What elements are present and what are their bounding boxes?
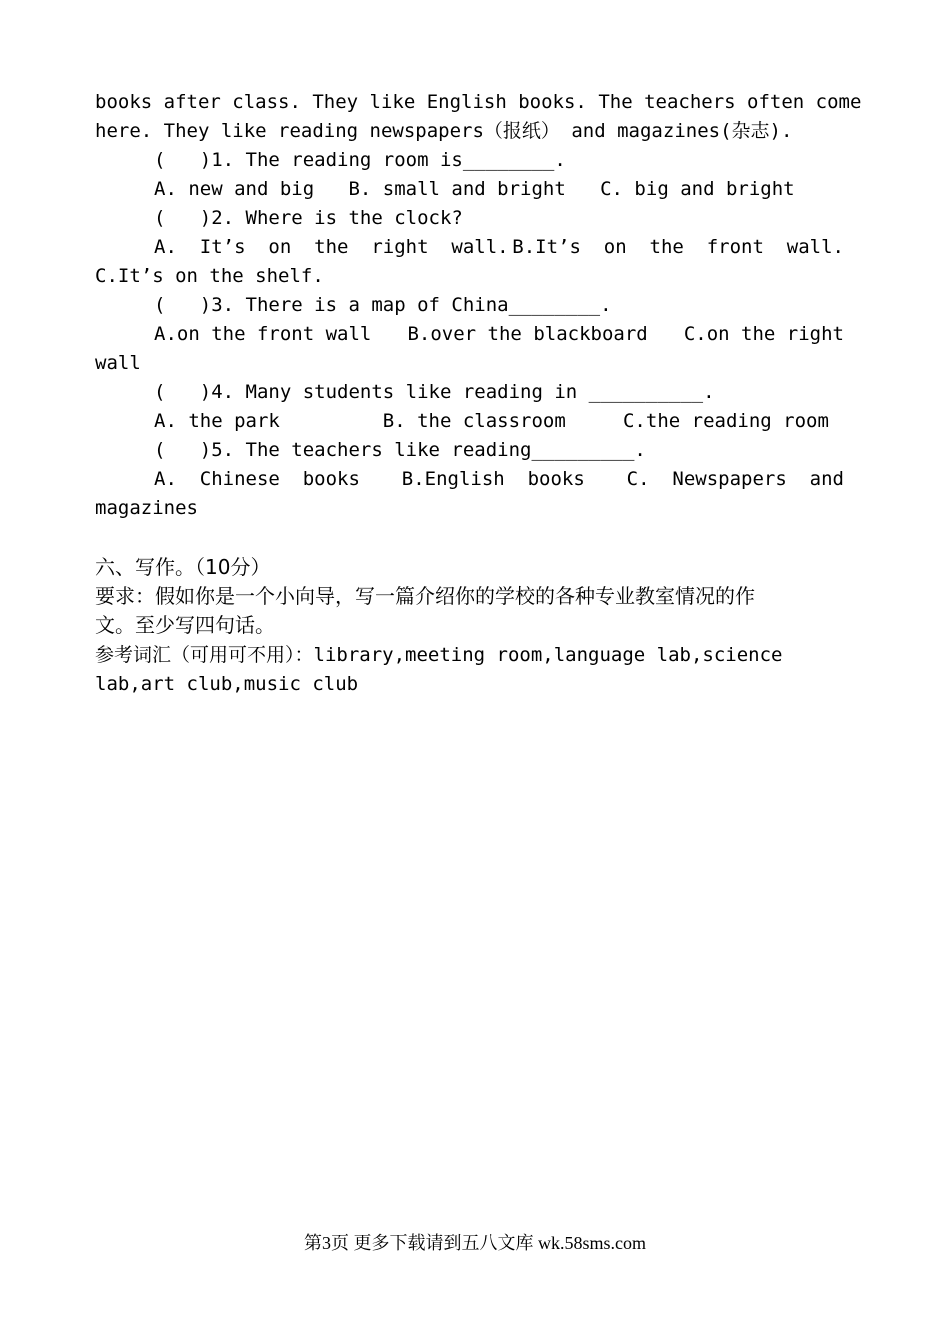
reading-text-line-2: here. They like reading newspapers（报纸） and magazines(杂志). <box>95 120 793 142</box>
question-3-option-c-cont: wall <box>95 352 141 374</box>
question-3-options <box>154 320 844 349</box>
writing-vocab-line-2: lab,art club,music club <box>95 673 359 695</box>
question-2-stem: ( )2. Where is the clock? <box>154 207 463 229</box>
question-5-stem: ( )5. The teachers like reading_________. <box>154 439 646 461</box>
question-2-options <box>154 233 844 262</box>
question-3-stem: ( )3. There is a map of China________. <box>154 294 612 316</box>
writing-requirement-line-1: 要求：假如你是一个小向导，写一篇介绍你的学校的各种专业教室情况的作 <box>95 584 755 608</box>
writing-requirement-line-2: 文。至少写四句话。 <box>95 613 275 637</box>
question-3-option-a: A.on the front wall <box>154 323 372 345</box>
question-5-options <box>154 465 844 494</box>
question-2-option-a: A. It’s on the right wall. <box>154 236 509 258</box>
question-1-options: A. new and big B. small and bright C. big and bright <box>154 178 795 200</box>
question-5-option-b: B.English books <box>401 468 585 490</box>
question-5-option-a: A. Chinese books <box>154 468 360 490</box>
question-2-option-c: C.It’s on the shelf. <box>95 265 324 287</box>
question-4-stem: ( )4. Many students like reading in __________. <box>154 381 715 403</box>
writing-section-heading: 六、写作。（10分） <box>95 555 271 579</box>
reading-text-line-1: books after class. They like English books. The teachers often come <box>95 91 862 113</box>
question-2-option-b: B.It’s on the front wall. <box>512 236 844 258</box>
writing-vocab-line-1: 参考词汇（可用可不用）：library,meeting room,language lab,science <box>95 644 783 666</box>
question-4-options: A. the park B. the classroom C.the reading room <box>154 410 829 432</box>
question-3-option-c: C.on the right <box>683 323 844 345</box>
question-5-option-c: C. Newspapers and <box>626 468 844 490</box>
page-footer: 第3页 更多下载请到五八文库 wk.58sms.com <box>304 1233 646 1253</box>
question-1-stem: ( )1. The reading room is________. <box>154 149 566 171</box>
question-5-option-c-cont: magazines <box>95 497 198 519</box>
question-3-option-b: B.over the blackboard <box>407 323 648 345</box>
